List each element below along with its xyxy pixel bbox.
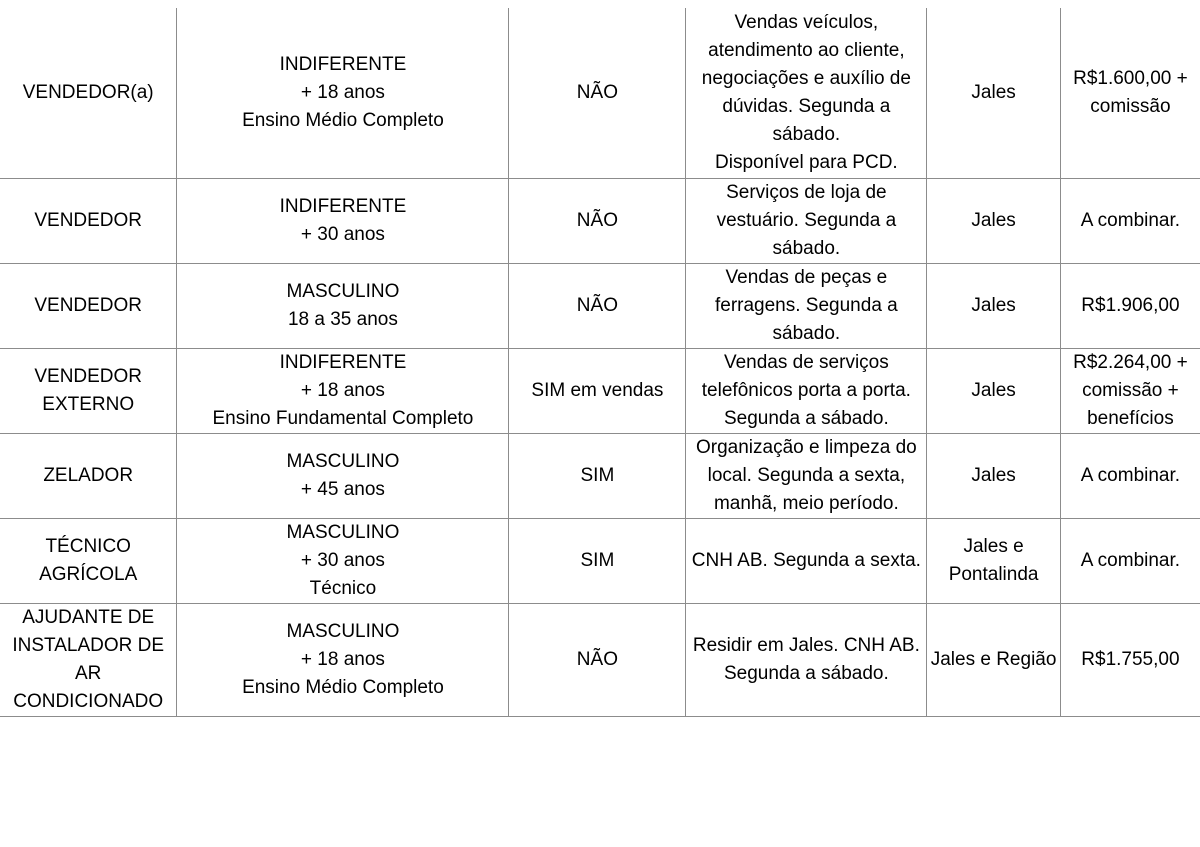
- table-row: [0, 603, 1200, 716]
- description-cell: Vendas veículos, atendimento ao cliente, negociações e auxílio de dúvidas. Segunda a sábado. Disponível para PCD.: [686, 8, 927, 178]
- description-cell: Serviços de loja de vestuário. Segunda a sábado.: [686, 178, 927, 263]
- city-cell: Jales: [927, 178, 1060, 263]
- city-cell: Jales: [927, 348, 1060, 433]
- description-cell: Vendas de serviços telefônicos porta a porta. Segunda a sábado.: [686, 348, 927, 433]
- requirements-cell: INDIFERENTE + 30 anos: [177, 178, 509, 263]
- table-row: [0, 433, 1200, 518]
- description-cell: Organização e limpeza do local. Segunda a sexta, manhã, meio período.: [686, 433, 927, 518]
- pay-cell: R$1.755,00: [1060, 603, 1200, 716]
- job-role-cell: VENDEDOR: [0, 263, 177, 348]
- pay-cell: A combinar.: [1060, 178, 1200, 263]
- pay-cell: R$1.906,00: [1060, 263, 1200, 348]
- job-role-cell: VENDEDOR EXTERNO: [0, 348, 177, 433]
- pay-cell: R$1.600,00 + comissão: [1060, 8, 1200, 178]
- pay-cell: A combinar.: [1060, 518, 1200, 603]
- table-row: [0, 8, 1200, 178]
- city-cell: Jales: [927, 433, 1060, 518]
- job-role-cell: VENDEDOR(a): [0, 8, 177, 178]
- requirements-cell: MASCULINO + 30 anos Técnico: [177, 518, 509, 603]
- table-row: [0, 518, 1200, 603]
- description-cell: Residir em Jales. CNH AB. Segunda a sábado.: [686, 603, 927, 716]
- requirements-cell: MASCULINO + 18 anos Ensino Médio Completo: [177, 603, 509, 716]
- city-cell: Jales e Pontalinda: [927, 518, 1060, 603]
- pay-cell: R$2.264,00 + comissão + benefícios: [1060, 348, 1200, 433]
- city-cell: Jales: [927, 263, 1060, 348]
- job-role-cell: TÉCNICO AGRÍCOLA: [0, 518, 177, 603]
- experience-cell: NÃO: [509, 603, 686, 716]
- description-cell: Vendas de peças e ferragens. Segunda a sábado.: [686, 263, 927, 348]
- city-cell: Jales e Região: [927, 603, 1060, 716]
- requirements-cell: INDIFERENTE + 18 anos Ensino Fundamental Completo: [177, 348, 509, 433]
- job-role-cell: AJUDANTE DE INSTALADOR DE AR CONDICIONADO: [0, 603, 177, 716]
- experience-cell: NÃO: [509, 178, 686, 263]
- experience-cell: SIM: [509, 518, 686, 603]
- pay-cell: A combinar.: [1060, 433, 1200, 518]
- table-row: [0, 348, 1200, 433]
- experience-cell: SIM: [509, 433, 686, 518]
- requirements-cell: MASCULINO + 45 anos: [177, 433, 509, 518]
- experience-cell: SIM em vendas: [509, 348, 686, 433]
- experience-cell: NÃO: [509, 8, 686, 178]
- description-cell: CNH AB. Segunda a sexta.: [686, 518, 927, 603]
- requirements-cell: INDIFERENTE + 18 anos Ensino Médio Completo: [177, 8, 509, 178]
- job-listings-table: [0, 8, 1200, 717]
- table-row: [0, 263, 1200, 348]
- experience-cell: NÃO: [509, 263, 686, 348]
- job-role-cell: VENDEDOR: [0, 178, 177, 263]
- requirements-cell: MASCULINO 18 a 35 anos: [177, 263, 509, 348]
- city-cell: Jales: [927, 8, 1060, 178]
- job-role-cell: ZELADOR: [0, 433, 177, 518]
- table-row: [0, 178, 1200, 263]
